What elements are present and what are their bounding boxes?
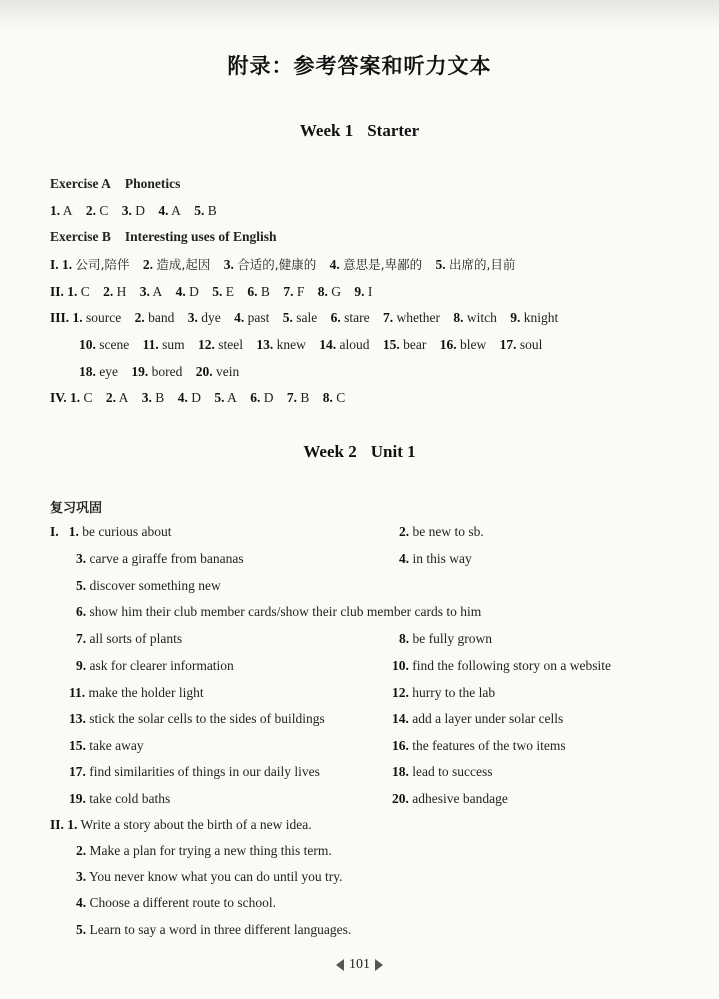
exercise-a-answers: 1. A 2. C 3. D 4. A 5. B (50, 203, 217, 218)
exercise-b-part-ii: II. 1. C 2. H 3. A 4. D 5. E 6. B 7. F 8. G 9. I (50, 284, 373, 299)
part-ii-item-1: II. 1. Write a story about the birth of a new idea. (50, 817, 312, 832)
part-i-item-12: 12. hurry to the lab (392, 685, 496, 700)
exercise-a-label: Exercise A (50, 176, 111, 191)
exercise-b-part-iii-row3: 18. eye 19. bored 20. vein (79, 364, 240, 379)
week2-label: Week 2 (303, 442, 357, 461)
part-i-item-1: I. 1. be curious about (50, 524, 172, 539)
exercise-a-heading (50, 176, 180, 192)
part-ii-item-3: 3. You never know what you can do until you try. (76, 869, 343, 884)
week1-heading (0, 121, 719, 141)
exercise-b-part-i: I. 1. 公司,陪伴 2. 造成,起因 3. 合适的,健康的 4. 意思是,卑鄙的 5. 出席的,目前 (50, 257, 516, 272)
part-i-item-4: 4. in this way (399, 551, 472, 566)
part-ii-item-4: 4. Choose a different route to school. (76, 895, 276, 910)
exercise-b-name: Interesting uses of English (124, 229, 277, 244)
week1-label: Week 1 (299, 121, 354, 140)
part-i-item-16: 16. the features of the two items (392, 738, 566, 753)
part-i-item-17: 17. find similarities of things in our daily lives (69, 764, 320, 779)
right-triangle-icon (375, 959, 383, 971)
part-i-item-7: 7. all sorts of plants (76, 631, 183, 646)
week2-unit: Unit 1 (370, 442, 416, 461)
left-triangle-icon (336, 959, 344, 971)
week2-heading (0, 442, 719, 462)
week1-unit: Starter (367, 121, 420, 140)
page-title: 附录：参考答案和听力文本 (227, 54, 492, 78)
exercise-a-name: Phonetics (124, 176, 181, 191)
review-heading: 复习巩固 (50, 501, 103, 516)
part-i-item-18: 18. lead to success (392, 764, 493, 779)
page-footer (0, 957, 719, 973)
exercise-b-label: Exercise B (50, 229, 111, 244)
exercise-b-part-iii-row2: 10. scene 11. sum 12. steel 13. knew 14. aloud 15. bear 16. blew 17. soul (79, 337, 543, 352)
exercise-b-part-iv: IV. 1. C 2. A 3. B 4. D 5. A 6. D 7. B 8. C (50, 390, 346, 405)
part-i-item-11: 11. make the holder light (69, 685, 204, 700)
part-i-item-5: 5. discover something new (76, 578, 221, 593)
exercise-b-heading (50, 229, 277, 245)
part-i-item-9: 9. ask for clearer information (76, 658, 234, 673)
part-i-item-20: 20. adhesive bandage (392, 791, 508, 806)
page-number: 101 (349, 957, 370, 972)
exercise-b-part-iii-row1: III. 1. source 2. band 3. dye 4. past 5. sale 6. stare 7. whether 8. witch 9. knight (50, 310, 559, 325)
part-i-item-10: 10. find the following story on a website (392, 658, 611, 673)
part-ii-item-5: 5. Learn to say a word in three different languages. (76, 922, 352, 937)
part-i-item-19: 19. take cold baths (69, 791, 171, 806)
part-i-item-13: 13. stick the solar cells to the sides of buildings (69, 711, 325, 726)
part-i-item-14: 14. add a layer under solar cells (392, 711, 564, 726)
part-i-item-6: 6. show him their club member cards/show their club member cards to him (76, 604, 482, 619)
part-i-item-2: 2. be new to sb. (399, 524, 484, 539)
part-i-item-3: 3. carve a giraffe from bananas (76, 551, 244, 566)
page-top-shadow (0, 0, 719, 30)
part-ii-item-2: 2. Make a plan for trying a new thing this term. (76, 843, 332, 858)
part-i-item-15: 15. take away (69, 738, 144, 753)
part-i-item-8: 8. be fully grown (399, 631, 492, 646)
